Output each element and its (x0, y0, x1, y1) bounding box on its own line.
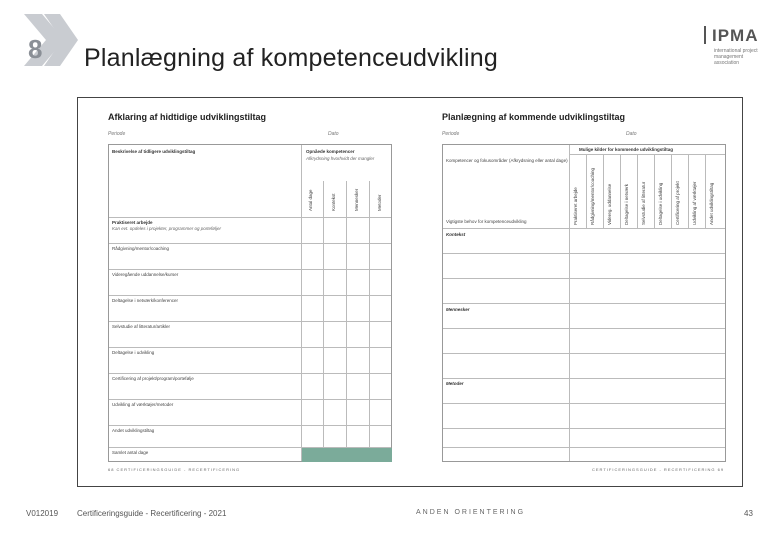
left-row-title: Videregående uddannelse/kurser (112, 272, 179, 277)
left-meta-period: Periode (108, 131, 126, 137)
logo-bar-icon (704, 26, 706, 44)
logo-tagline: international project management association (714, 48, 758, 66)
right-section-label: Kontekst (446, 232, 466, 237)
right-needs-label: Vigtigste behov for kompetenceudvikling (446, 219, 527, 224)
ipma-logo (704, 26, 766, 66)
left-col-label: Mennesker (354, 188, 359, 211)
right-col-label: Deltagelse i netværk (624, 183, 629, 225)
left-row-title: Andet udviklingstiltag (112, 428, 155, 433)
right-col-label: Certificering af projekt (675, 181, 680, 225)
left-row-title: Praktiseret arbejde (112, 220, 153, 225)
right-col-label: Andet udviklingstiltag (709, 182, 714, 225)
footer-page-number: 43 (744, 509, 753, 518)
left-row-title: Rådgivning/mentor/coaching (112, 246, 170, 251)
left-page-footer: 68 CERTIFICERINGSGUIDE - RECERTIFICERING (108, 467, 241, 472)
left-col-label: Metoder (377, 194, 382, 211)
left-row-sub: Kan evt. opdeles i projekter, programmer og porteføljer (112, 226, 222, 231)
left-table (108, 144, 392, 462)
left-row-title: Certificering af projekt/program/portefølje (112, 376, 194, 381)
left-meta-date: Dato (328, 131, 339, 137)
right-page-footer: CERTIFICERINGSGUIDE - RECERTIFICERING 69 (592, 467, 725, 472)
left-header-col2-sub: Afkrydsning hvorhvidt der mangler (306, 156, 375, 161)
right-meta-date: Dato (626, 131, 637, 137)
footer-category: ANDEN ORIENTERING (416, 509, 526, 516)
right-meta-period: Periode (442, 131, 460, 137)
right-intro: Kompetencer og fokusområder (Afkrydsning eller antal dage) (446, 158, 568, 163)
left-row-title: Udvikling af værktøjer/metoder (112, 402, 174, 407)
right-col-label: Videreg. uddannelse (607, 183, 612, 225)
section-number: 8 (28, 34, 43, 64)
right-page (428, 98, 733, 486)
left-page (94, 98, 399, 486)
left-page-title: Afklaring af hidtidige udviklingstiltag (108, 112, 267, 122)
right-col-label: Deltagelse i udvikling (658, 182, 663, 225)
document-spread (77, 97, 743, 487)
footer-version: V012019 (26, 509, 59, 518)
right-section-label: Metoder (446, 381, 464, 386)
left-row-title: Deltagelse i netværk/konferencer (112, 298, 179, 303)
page-title: Planlægning af kompetenceudvikling (84, 44, 499, 72)
right-col-label: Udvikling af værktøjer (692, 181, 697, 225)
total-days-cell (302, 448, 392, 462)
right-page-title: Planlægning af kommende udviklingstiltag (442, 112, 626, 122)
right-section-label: Mennesker (446, 307, 470, 312)
right-col-label: Rådgivning/mentor/coaching (590, 167, 595, 225)
left-row-title: Selvstudie af litteratur/artikler (112, 324, 171, 329)
left-row-title: Deltagelse i udvikling (112, 350, 155, 355)
left-total-label: Samlet antal dage (112, 450, 149, 455)
logo-wordmark (704, 26, 766, 46)
left-col-label: Kontekst (331, 193, 336, 211)
left-header-col2-title: Opnåede kompetencer (306, 149, 355, 154)
footer-guide: Certificeringsguide - Recertificering - 2021 (77, 509, 227, 518)
right-table (442, 144, 726, 462)
left-col-label: Antal dage (308, 189, 313, 211)
left-header-col1: Beskrivelse af tidligere udviklingstiltag (112, 149, 196, 154)
logo-text: IPMA (712, 26, 759, 45)
right-header-title: Mulige kilder for kommende udviklingstiltag (579, 147, 674, 152)
right-col-label: Selvstudie af litteratur (641, 181, 646, 225)
right-col-label: Praktiseret arbejde (573, 187, 578, 225)
